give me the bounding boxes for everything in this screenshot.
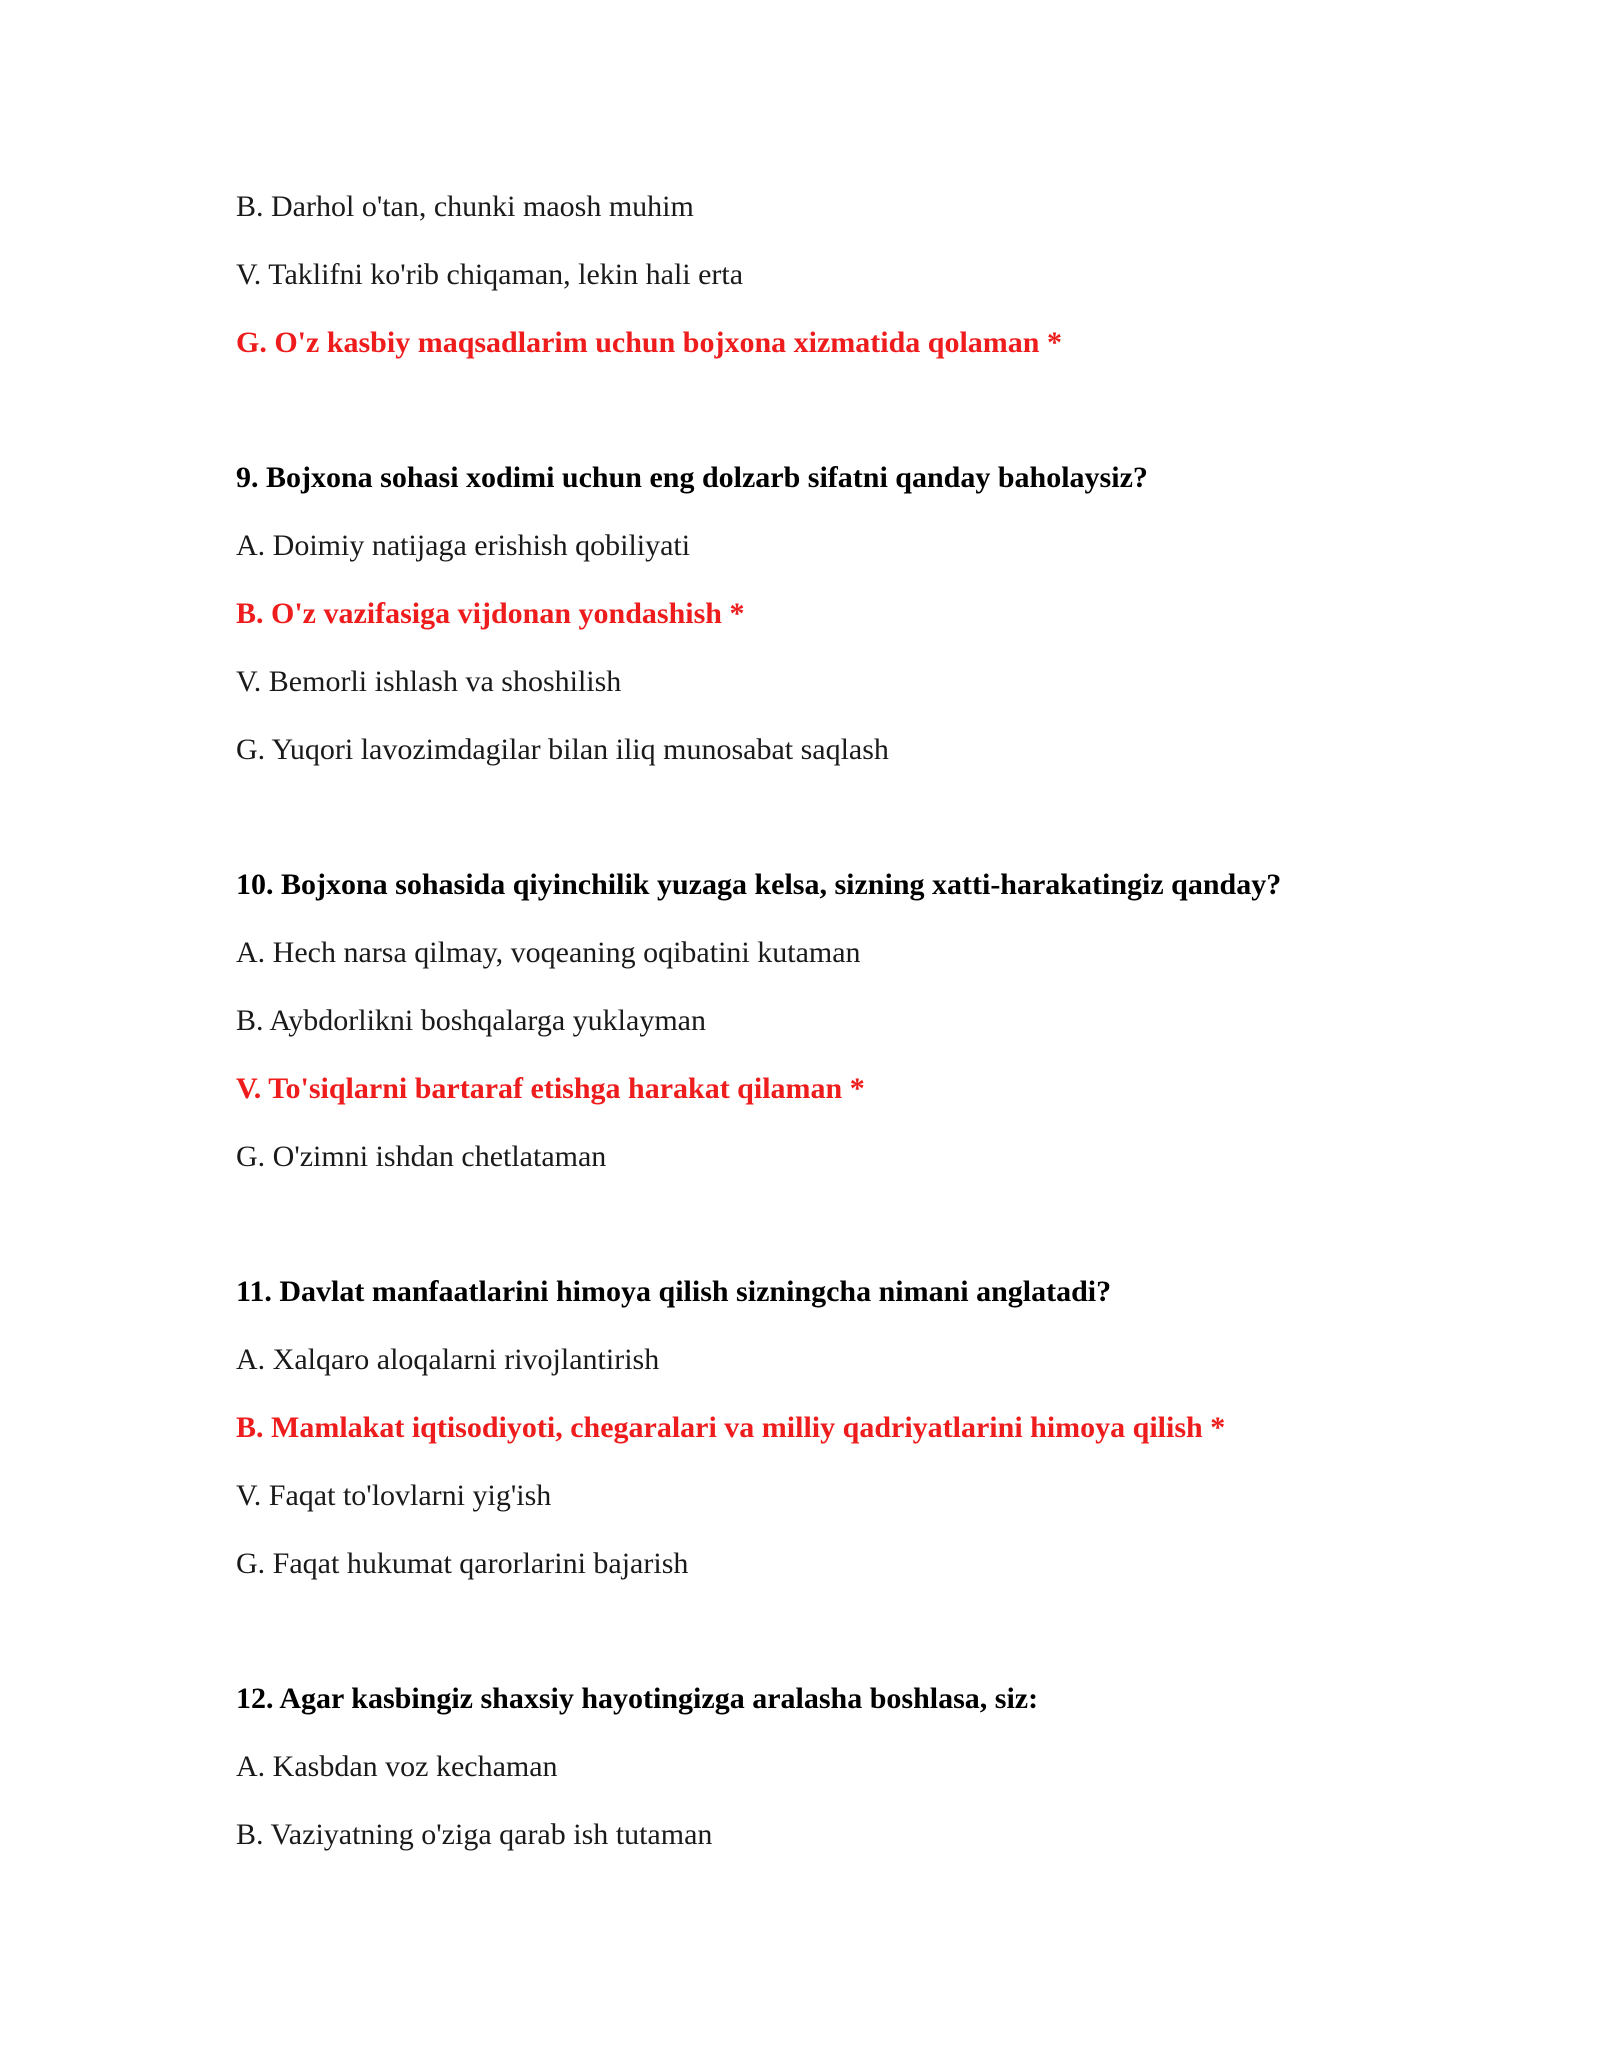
q12-option-b: B. Vaziyatning o'ziga qarab ish tutaman xyxy=(236,1818,713,1851)
q9-option-b-correct: B. O'z vazifasiga vijdonan yondashish * xyxy=(236,597,745,630)
q9-question: 9. Bojxona sohasi xodimi uchun eng dolzarb sifatni qanday baholaysiz? xyxy=(236,461,1148,494)
q12-option-a: A. Kasbdan voz kechaman xyxy=(236,1750,558,1783)
q10-question: 10. Bojxona sohasida qiyinchilik yuzaga kelsa, sizning xatti-harakatingiz qanday? xyxy=(236,868,1282,901)
q9-option-v: V. Bemorli ishlash va shoshilish xyxy=(236,665,622,698)
q8-option-g-correct: G. O'z kasbiy maqsadlarim uchun bojxona xizmatida qolaman * xyxy=(236,326,1062,359)
q9-option-g: G. Yuqori lavozimdagilar bilan iliq munosabat saqlash xyxy=(236,733,889,766)
q10-option-a: A. Hech narsa qilmay, voqeaning oqibatini kutaman xyxy=(236,936,861,969)
q11-option-a: A. Xalqaro aloqalarni rivojlantirish xyxy=(236,1343,660,1376)
q11-question: 11. Davlat manfaatlarini himoya qilish sizningcha nimani anglatadi? xyxy=(236,1275,1112,1308)
q10-option-v-correct: V. To'siqlarni bartaraf etishga harakat qilaman * xyxy=(236,1072,865,1105)
q10-option-g: G. O'zimni ishdan chetlataman xyxy=(236,1140,607,1173)
q10-option-b: B. Aybdorlikni boshqalarga yuklayman xyxy=(236,1004,706,1037)
q11-option-b-correct: B. Mamlakat iqtisodiyoti, chegaralari va milliy qadriyatlarini himoya qilish * xyxy=(236,1411,1226,1444)
q8-option-v: V. Taklifni ko'rib chiqaman, lekin hali erta xyxy=(236,258,744,291)
q11-option-g: G. Faqat hukumat qarorlarini bajarish xyxy=(236,1547,689,1580)
q11-option-v: V. Faqat to'lovlarni yig'ish xyxy=(236,1479,552,1512)
q9-option-a: A. Doimiy natijaga erishish qobiliyati xyxy=(236,529,691,562)
q12-question: 12. Agar kasbingiz shaxsiy hayotingizga aralasha boshlasa, siz: xyxy=(236,1682,1039,1715)
q8-option-b: B. Darhol o'tan, chunki maosh muhim xyxy=(236,190,694,223)
